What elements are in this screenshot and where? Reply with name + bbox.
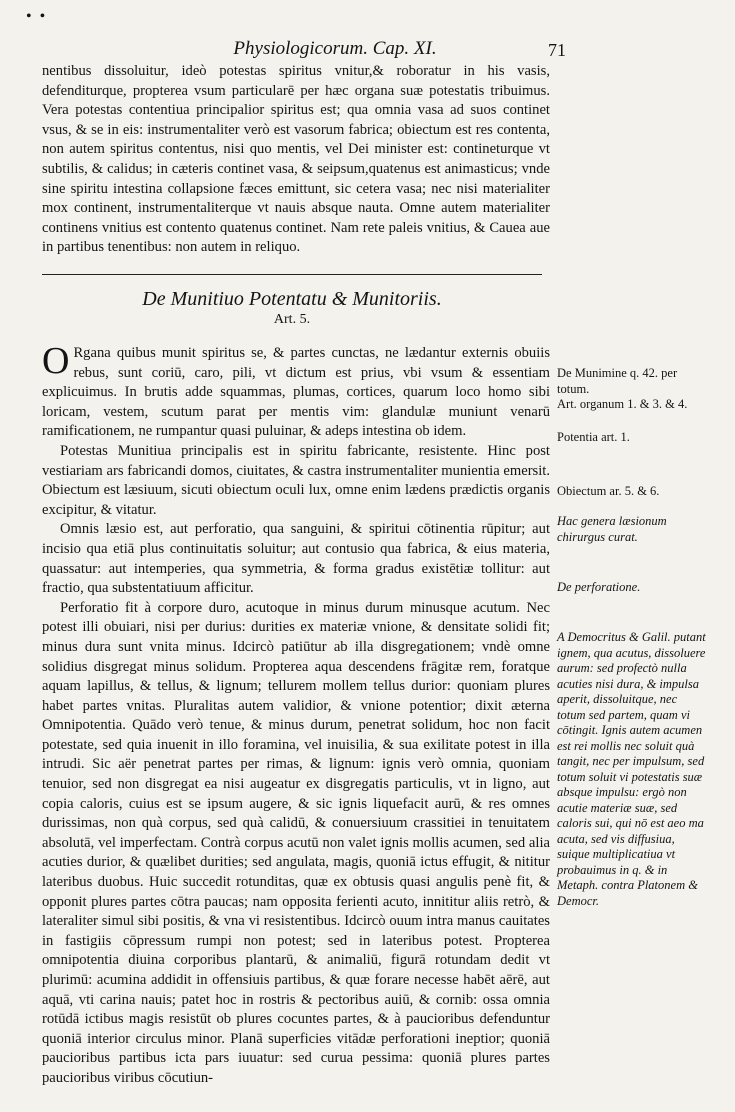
- section-title: De Munitiuo Potentatu & Munitoriis.: [142, 288, 442, 310]
- paragraph-4: Perforatio fit à corpore duro, acutoque in minus durum minusque acutum. Nec potest illi obuiari, nisi per durius: durities ex materiæ vnione, & densitate solidi fit; minus dura sunt vnita minus. Idcircò patiūtur ab illa disgregationem; vndè omne solidius disgregat minus solidum. Propterea aqua descendens frāgitæ rem, foratque aquam lapillus, & tellus, & lignum; tellurem mollem tellus durior: quoniam plures habet partes vnitas. Pluralitas autem validior, & vnione potentior; dixit æterna Omnipotentia. Quādo verò tenue, & minus durum, penetrat solidum, hoc non facit potestate, sed quia inuenit in illo foramina, vel inuisilia, & sua exilitate potest in illa intrudi. Sic aër penetrat partes per rimas, & lignum: ignis verò omnia, quoniam tenuior, sed non disgregat ea nisi augeatur ex disgregatis particulis, vt in ligno, aut copia caloris, cuius est se ipsum augere, & sic ignis liquefacit aurū, & res omnes durissimas, non quà corpus, sed quà calidū, & conuersiuum crassitiei in tenuitatem absolutā, vel imperfectam. Contrà corpus acutū non valet ignis mollis acumen, sed alia acuties durior, & quælibet durities; sed angulata, magis, quoniā ictus effugit, & nititur lateribus duobus. Huic succedit rotunditas, quæ ex obtusis quasi angulis penè fit, & opponit plures partes cōtra paucas; nam opposita ferienti acuto, innititur aliis retrò, & lateraliter simul sibi positis, & vna vi resistentibus. Idcircò ouum intra manus cauitates in fastigiis cōpressum rumpi non potest; sed in lateribus potest. Propterea omnipotentia diuina corporibus plantarū, & animaliū, figurā rotundam dedit vt plurimū: acumina addidit in offensiuis partibus, & quæ forare necesse habēt aērē, aut aquā, vti carina nauis; patet hoc in rostris & pectoribus auiū, & cornib: ossa omnia rotūdā ictibus magis resistūt ob plures cocuntes partes, & à paucioribus defenduntur quoniā interior circulus minor. Planā superficies vitādæ perforationi ineptior; quoniā paucioribus partibus icta pars iuuatur: sed curua pessima: quoniā plures partes paucioribus viribus cōcutiun-: [42, 599, 550, 1086]
- drop-initial: O: [42, 340, 70, 382]
- margin-note-3: Potentia art. 1.: [557, 430, 630, 444]
- paragraph-1-text: Rgana quibus munit spiritus se, & partes cunctas, ne lædantur externis obuiis rebus, sunt coriū, caro, pili, vt dictum est prius, vbi vsum & essentiam explicuimus. In brutis adde squammas, plumas, cortices, quarum loco homo sibi loricam, vestem, scutum parat per mentis vim: glandulæ muniunt venarū ramificationem, ne rumpantur quasi puluinar, & adeps intestina ob idem.: [42, 345, 550, 440]
- top-text-block: [42, 62, 550, 258]
- margin-note-2: Art. organum 1. & 3. & 4.: [557, 397, 688, 411]
- page-number: 71: [548, 40, 566, 60]
- margin-note-1: De Munimine q. 42. per totum.: [557, 366, 678, 396]
- paragraph-3: Omnis læsio est, aut perforatio, qua sanguini, & spiritui cōtinentia rūpitur; aut incisio qua etiā plus continuitatis soluitur; aut contusio qua fabrica, & eius materia, quassatur: aut intemperies, qua symmetria, & forma gradus existētiæ tollitur: aut fractio, qua substentatiuum afficitur.: [42, 521, 550, 597]
- running-head: Physiologicorum. Cap. XI.: [233, 38, 437, 59]
- margin-note-7: A Democritus & Galil. putant ignem, qua acutus, dissoluere aurum: sed profectò nulla acuties nisi dura, & impulsa aperit, dissoluitque, nec totum sed partem, quam vi cōtingit. Ignis autem acumen est rei mollis nec soluit quà tangit, nec per impulsum, sed totum soluit vi potestatis suæ absque impulsu: ergò non acutie materiæ suæ, sed caloris sui, qui nō est aeo ma acuta, sed vis diffusiua, suique multiplicatiua vt probauimus in q. & in Metaph. contra Platonem & Democr.: [557, 630, 706, 908]
- corner-mark: • •: [26, 8, 48, 25]
- section-divider: [42, 274, 542, 275]
- margin-note-5: Hac genera læsionum chirurgus curat.: [557, 514, 667, 544]
- margin-note-4: Obiectum ar. 5. & 6.: [557, 484, 660, 498]
- margin-note-6: De perforatione.: [557, 580, 641, 594]
- article-label: Art. 5.: [273, 312, 311, 327]
- paragraph-1: [42, 340, 550, 442]
- main-text-block: [42, 340, 550, 1089]
- top-paragraph: nentibus dissoluitur, ideò potestas spiritus vnitur,& roboratur in his vasis, defenditurque, propterea vsum particularē per hæc organa suæ potestatis tribuimus. Vera potestas contentiua principalior spiritus est; qua omnia vasa ad suos continet vsus, & se in eis: instrumentaliter verò est vasorum fabrica; obiectum est res contenta, non autem spiritus contentus, nisi quo mentis, vel Dei minister est: contineturque vt subtilis, & calidus; in cæteris continet vasa, & seipsum,quatenus est animasticus; vnde sine spiritu intestina collapsione fæces emittunt, sic cetera vasa; nec nisi materialiter mox continent, instrumentaliterque vt nauis absque nauta. Omne autem materialiter continens vnitius est contento quatenus continet. Nam rete paleis vnitius, & Cauea aue in partibus tenentibus: non autem in reliquo.: [42, 63, 550, 256]
- paragraph-2: Potestas Munitiua principalis est in spiritu fabricante, resistente. Hinc post vestiariam ars fabricandi domos, ciuitates, & castra instrumentaliter munientia emersit. Obiectum est læsiuum, sicuti obiectum oculi lux, omne enim lædens prædictis organis excipitur, & vitatur.: [42, 442, 550, 518]
